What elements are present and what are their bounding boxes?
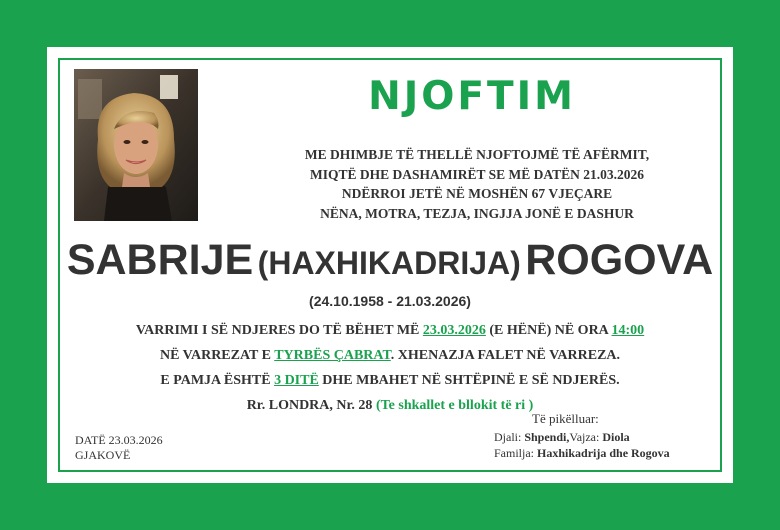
announcement-intro	[197, 145, 757, 223]
issue-date: DATË 23.03.2026	[75, 433, 163, 447]
mourners-heading: Të pikëlluar:	[532, 411, 599, 426]
daughter-name: Diola	[602, 430, 630, 444]
cemetery-name: TYRBËS ÇABRAT	[274, 348, 391, 363]
page-title: NJOFTIM	[368, 74, 576, 119]
burial-line	[47, 318, 733, 343]
maiden-name: (HAXHIKADRIJA)	[257, 245, 521, 281]
burial-day-text: (E HËNË) NË ORA	[485, 323, 612, 338]
issue-city: GJAKOVË	[75, 448, 131, 462]
mourning-line	[47, 368, 733, 393]
cemetery-text: NË VARREZAT E	[159, 348, 275, 363]
intro-line: ME DHIMBJE TË THELLË NJOFTOJMË TË AFËRMIT,	[304, 147, 650, 162]
son-name: Shpendi,	[524, 430, 570, 444]
prayer-text: . XHENAZJA FALET NË VARREZA.	[390, 348, 621, 363]
funeral-details	[47, 318, 733, 418]
portrait-image	[74, 69, 198, 221]
deceased-name	[47, 235, 733, 295]
address-note: (Te shkallet e bllokit të ri )	[375, 398, 534, 413]
son-label: Djali:	[494, 430, 525, 444]
address: Rr. LONDRA, Nr. 28	[246, 398, 376, 413]
life-dates: (24.10.1958 - 21.03.2026)	[309, 293, 471, 309]
children-line	[494, 429, 670, 445]
first-name: SABRIJE	[66, 236, 254, 284]
intro-line: MIQTË DHE DASHAMIRËT SE MË DATËN 21.03.2026	[309, 166, 645, 182]
family-label: Familja:	[494, 446, 537, 460]
issue-date-block	[75, 433, 163, 463]
burial-text: VARRIMI I SË NDJERES DO TË BËHET MË	[135, 323, 423, 338]
intro-line: NDËRROI JETË NË MOSHËN 67 VJEÇARE	[341, 186, 613, 201]
daughter-label: Vajza:	[569, 430, 603, 444]
last-name: ROGOVA	[525, 236, 714, 284]
mourning-text: E PAMJA ËSHTË	[160, 373, 275, 388]
portrait-photo	[74, 69, 198, 221]
cemetery-line	[47, 343, 733, 368]
family-line	[494, 445, 670, 461]
obituary-card	[47, 47, 733, 483]
mourning-place-text: DHE MBAHET NË SHTËPINË E SË NDJERËS.	[318, 373, 620, 388]
intro-line: NËNA, MOTRA, TEZJA, INGJJA JONË E DASHUR	[320, 205, 634, 221]
burial-date: 23.03.2026	[422, 323, 486, 338]
burial-time: 14:00	[611, 323, 645, 338]
mourning-days: 3 DITË	[274, 373, 319, 388]
mourners-block	[494, 411, 670, 461]
family-names: Haxhikadrija dhe Rogova	[537, 446, 670, 460]
